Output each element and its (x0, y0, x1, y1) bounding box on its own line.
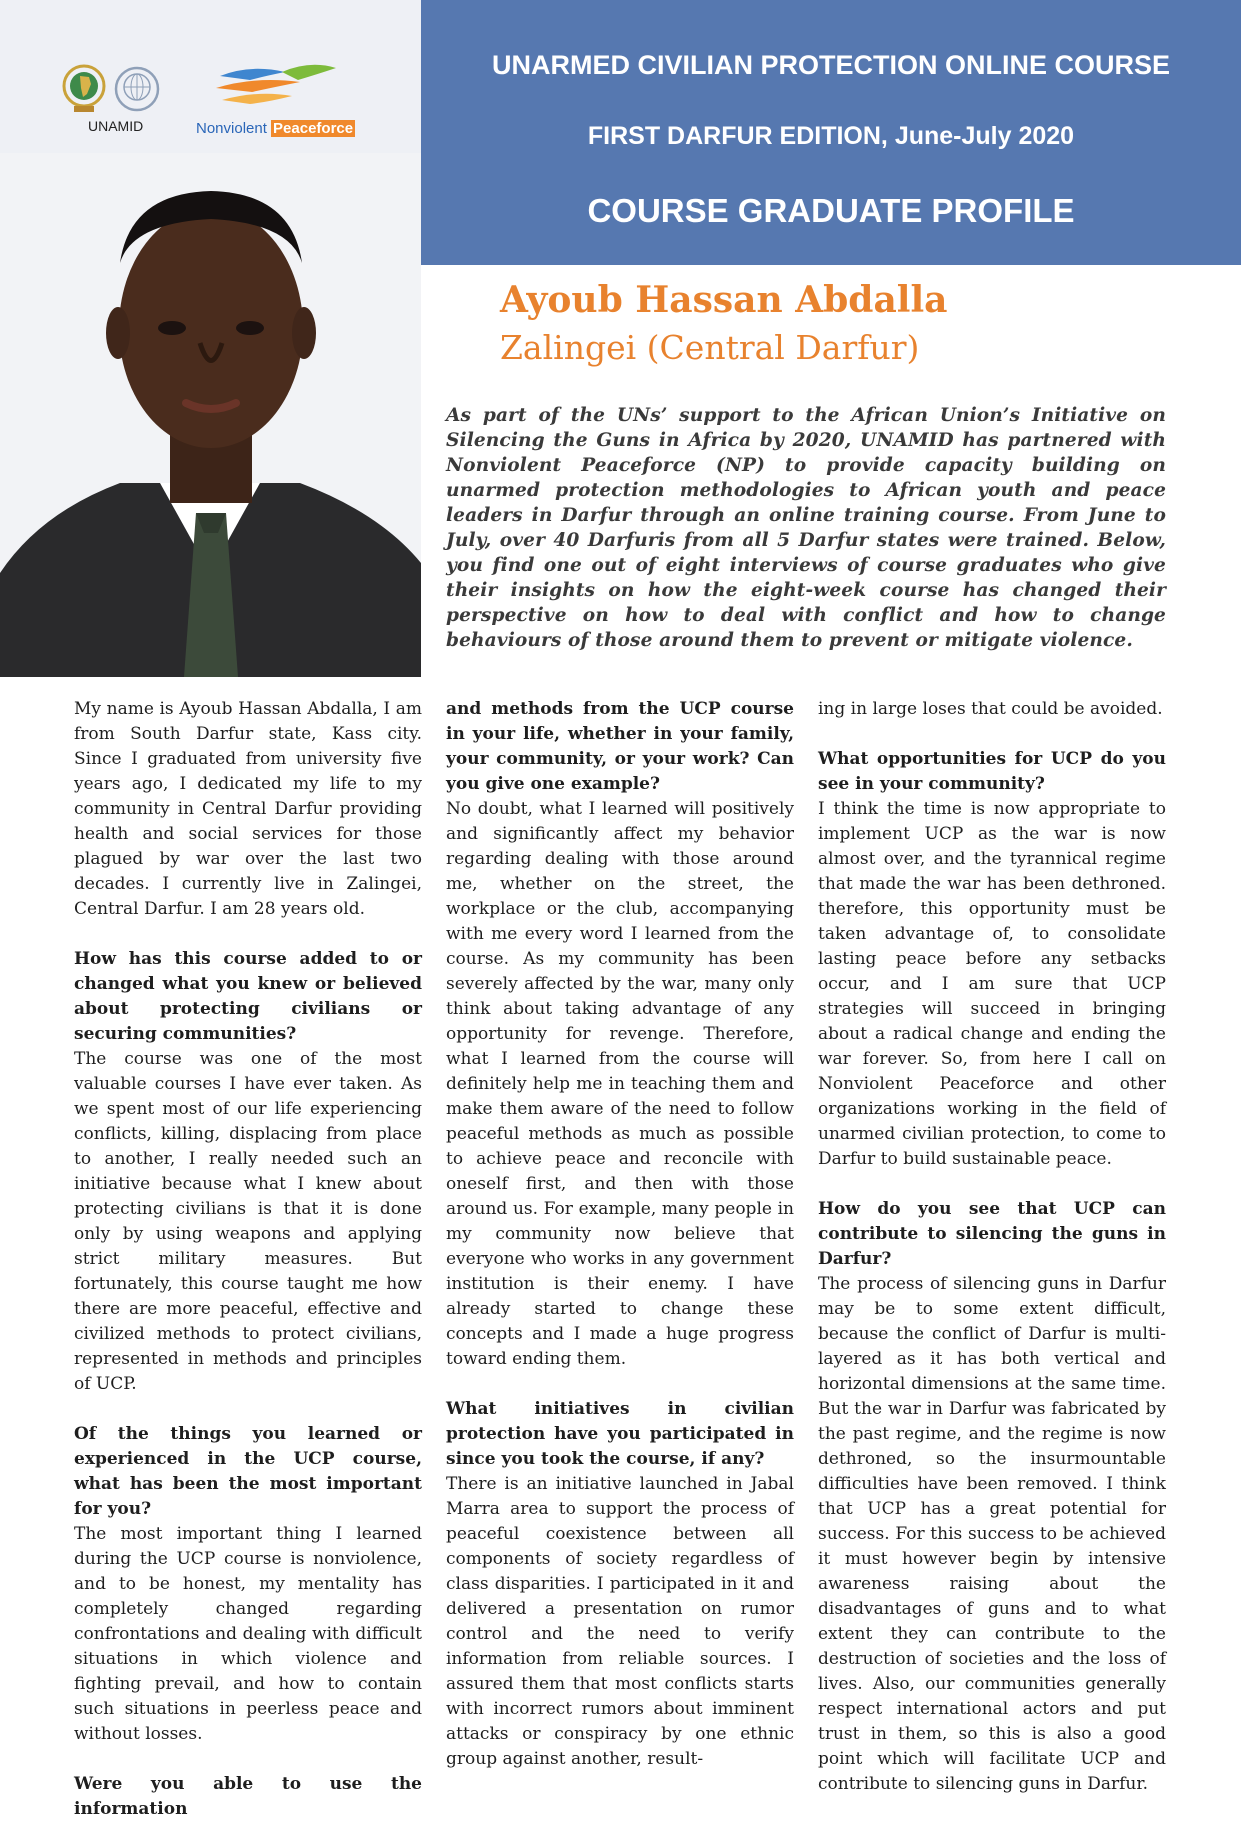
un-emblem-icon (114, 66, 160, 112)
question-1: How has this course added to or changed what you knew or believed about protecting civilians or securing communities? (74, 949, 422, 1044)
nonviolent-peaceforce-dove-icon (210, 62, 340, 114)
graduate-location: Zalingei (Central Darfur) (500, 328, 920, 367)
question-5: What opportunities for UCP do you see in your community? (818, 749, 1166, 794)
answer-5: I think the time is now appropriate to implement UCP as the war is now almost over, and the tyrannical regime that made the war has been dethroned. therefore, this opportunity must be taken advantage of, to consolidate lasting peace before any setbacks occur, and I am sure that UCP strategies will succeed in bringing about a radical change and ending the war forever. So, from here I call on Nonviolent Peaceforce and other organizations working in the field of unarmed civilian protection, to come to Darfur to build sustainable peace. (818, 799, 1166, 1169)
article-column-1 (74, 697, 422, 1822)
answer-1: The course was one of the most valuable courses I have ever taken. As we spent most of our life experiencing conflicts, killing, displacing from place to another, I really needed such an initiative because what I knew about protecting civilians is that it is done only by using weapons and applying strict military measures. But fortunately, this course taught me how there are more peaceful, effective and civilized methods to protect civilians, represented in methods and principles of UCP. (74, 1049, 422, 1394)
graduate-portrait-photo (0, 153, 421, 677)
header-banner (421, 0, 1241, 265)
bio-paragraph: My name is Ayoub Hassan Abdalla, I am from South Darfur state, Kass city. Since I graduated from university five years ago, I dedicated my life to my community in Central Darfur providing health and social services for those plagued by war over the last two decades. I currently live in Zalingei, Central Darfur. I am 28 years old. (74, 699, 422, 919)
edition-subtitle: FIRST DARFUR EDITION, June-July 2020 (587, 122, 1075, 150)
course-title: UNARMED CIVILIAN PROTECTION ONLINE COURSE (491, 50, 1171, 80)
answer-4-start: There is an initiative launched in Jabal Marra area to support the process of peaceful coexistence between all components of society regardless of class disparities. I participated in it and delivered a presentation on rumor control and the need to verify information from reliable sources. I assured them that most conflicts starts with incorrect rumors about imminent attacks or conspiracy by one ethnic group against another, result- (446, 1474, 794, 1769)
article-column-2 (446, 697, 794, 1772)
answer-6: The process of silencing guns in Darfur may be to some extent difficult, because the conflict of Darfur is multi-layered as it has both vertical and horizontal dimensions at the same time. But the war in Darfur was fabricated by the past regime, and the regime is now dethroned, so the insurmountable difficulties have been removed. I think that UCP has a great potential for success. For this success to be achieved it must however begin by intensive awareness raising about the disadvantages of guns and to what extent they can contribute to the destruction of societies and the loss of lives. Also, our communities generally respect international actors and put trust in them, so this is also a good point which will facilitate UCP and contribute to silencing guns in Darfur. (818, 1274, 1166, 1794)
graduate-name: Ayoub Hassan Abdalla (500, 279, 948, 321)
graduate-heading (500, 278, 947, 370)
question-3-continued: and methods from the UCP course in your life, whether in your family, your community, or your work? Can you give one example? (446, 699, 794, 794)
question-3-start: Were you able to use the information (74, 1774, 422, 1819)
question-2: Of the things you learned or experienced in the UCP course, what has been the most important for you? (74, 1424, 422, 1519)
article-column-3 (818, 697, 1166, 1797)
question-6: How do you see that UCP can contribute to silencing the guns in Darfur? (818, 1199, 1166, 1269)
intro-paragraph: As part of the UNs’ support to the African Union’s Initiative on Silencing the Guns in Africa by 2020, UNAMID has partnered with Nonviolent Peaceforce (NP) to provide capacity building on unarmed protection methodologies to African youth and peace leaders in Darfur through an online training course. From June to July, over 40 Darfuris from all 5 Darfur states were trained. Below, you find one out of eight interviews of course graduates who give their insights on how the eight-week course has changed their perspective on how to deal with conflict and how to change behaviours of those around them to prevent or mitigate violence. (446, 405, 1166, 651)
answer-2: The most important thing I learned during the UCP course is nonviolence, and to be honest, my mentality has completely changed regarding confrontations and dealing with difficult situations in which violence and fighting prevail, and how to contain such situations in peerless peace and without losses. (74, 1524, 422, 1744)
profile-label: COURSE GRADUATE PROFILE (587, 192, 1075, 229)
unamid-caption: UNAMID (88, 118, 144, 134)
logo-strip (60, 62, 390, 142)
nonviolent-peaceforce-wordmark: Nonviolent Peaceforce (196, 120, 354, 137)
answer-3: No doubt, what I learned will positively and significantly affect my behavior regarding dealing with those around me, whether on the street, the workplace or the club, accompanying with me every word I learned from the course. As my community has been severely affected by the war, many only think about taking advantage of any opportunity for revenge. Therefore, what I learned from the course will definitely help me in teaching them and make them aware of the need to follow peaceful methods as much as possible to achieve peace and reconcile with oneself first, and then with those around us. For example, many people in my community now believe that everyone who works in any government institution is their enemy. I have already started to change these concepts and I made a huge progress toward ending them. (446, 799, 794, 1369)
answer-4-continued: ing in large loses that could be avoided. (818, 699, 1163, 719)
african-union-emblem-icon (62, 64, 106, 114)
question-4: What initiatives in civilian protection have you participated in since you took the course, if any? (446, 1399, 794, 1469)
